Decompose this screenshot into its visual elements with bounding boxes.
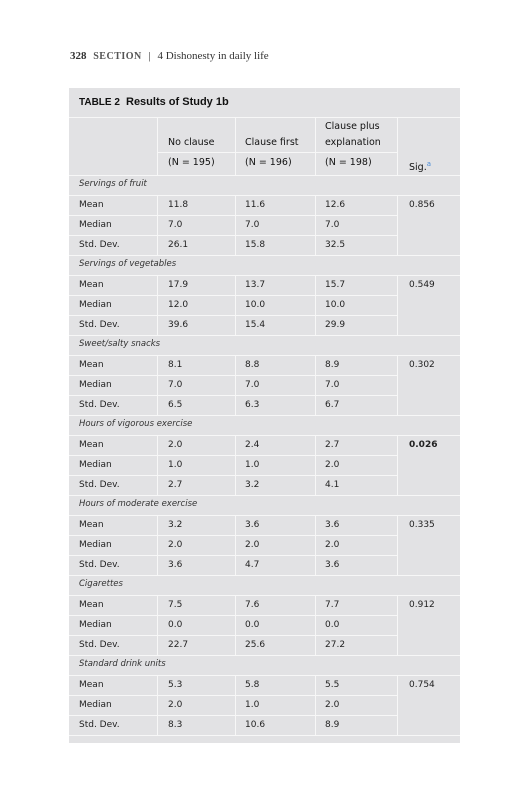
row-divider [69,535,397,536]
sig-value: 0.026 [409,440,438,450]
column-header-line1: Clause plus [325,121,380,132]
table-cell: 29.9 [325,320,346,330]
row-divider [69,635,397,636]
column-divider [315,117,316,175]
sig-value: 0.335 [409,520,435,530]
table-cell: 17.9 [168,280,189,290]
column-divider [157,515,158,575]
table-cell: 3.6 [325,560,340,570]
column-divider [157,435,158,495]
row-divider [69,675,460,676]
column-divider [397,275,398,335]
table-cell: 15.7 [325,280,346,290]
table-cell: 0.0 [325,620,340,630]
group-title: Servings of fruit [79,179,147,189]
table-cell: 6.3 [245,400,260,410]
table-cell: 6.7 [325,400,340,410]
column-divider [315,675,316,735]
stat-label: Median [79,620,112,630]
stat-label: Std. Dev. [79,480,120,490]
row-divider [69,455,397,456]
table-cell: 32.5 [325,240,346,250]
stat-label: Mean [79,520,104,530]
row-divider [69,315,397,316]
column-divider [157,195,158,255]
column-divider [397,355,398,415]
row-divider [69,295,397,296]
stat-label: Std. Dev. [79,720,120,730]
page-number: 328 [70,50,87,62]
row-divider [69,175,460,176]
section-label: SECTION [93,51,142,62]
column-divider [397,595,398,655]
table-cell: 7.0 [325,380,340,390]
column-n: (N = 196) [245,157,292,168]
group-title: Cigarettes [79,579,123,589]
row-divider [69,215,397,216]
table-label: TABLE 2 [79,97,120,108]
table-cell: 11.8 [168,200,189,210]
column-divider [157,275,158,335]
table-cell: 3.6 [168,560,183,570]
group-title: Servings of vegetables [79,259,177,269]
table-cell: 7.0 [168,380,183,390]
column-divider [397,675,398,735]
header-subdivider [235,152,315,153]
row-divider [69,355,460,356]
column-divider [397,515,398,575]
column-header: explanation [325,137,381,148]
table-cell: 10.0 [325,300,346,310]
table-cell: 3.6 [325,520,340,530]
results-table [69,88,460,743]
row-divider [69,117,460,118]
table-cell: 0.0 [245,620,260,630]
column-header: Clause first [245,137,299,148]
table-cell: 8.9 [325,720,340,730]
column-divider [157,675,158,735]
table-cell: 15.8 [245,240,266,250]
column-divider [315,195,316,255]
header-subdivider [315,152,397,153]
table-cell: 12.6 [325,200,346,210]
column-divider [235,435,236,495]
column-divider [235,515,236,575]
table-cell: 8.8 [245,360,260,370]
table-cell: 2.0 [245,540,260,550]
row-divider [69,715,397,716]
row-divider [69,515,460,516]
row-divider [69,655,460,656]
column-n: (N = 195) [168,157,215,168]
table-cell: 2.0 [168,700,183,710]
table-cell: 0.0 [168,620,183,630]
column-divider [157,117,158,175]
stat-label: Mean [79,360,104,370]
column-divider [397,195,398,255]
table-cell: 2.7 [325,440,340,450]
stat-label: Mean [79,280,104,290]
stat-label: Median [79,380,112,390]
stat-label: Std. Dev. [79,240,120,250]
table-cell: 1.0 [168,460,183,470]
running-head [70,50,269,62]
column-divider [235,595,236,655]
sig-value: 0.912 [409,600,435,610]
table-cell: 3.6 [245,520,260,530]
stat-label: Median [79,700,112,710]
table-cell: 7.0 [168,220,183,230]
table-cell: 25.6 [245,640,266,650]
stat-label: Median [79,300,112,310]
table-cell: 4.7 [245,560,260,570]
column-divider [315,275,316,335]
table-cell: 2.0 [325,700,340,710]
column-divider [235,355,236,415]
table-cell: 8.1 [168,360,183,370]
table-cell: 3.2 [168,520,183,530]
row-divider [69,275,460,276]
column-divider [397,435,398,495]
column-divider [315,435,316,495]
table-cell: 6.5 [168,400,183,410]
row-divider [69,415,460,416]
stat-label: Mean [79,600,104,610]
column-divider [235,675,236,735]
row-divider [69,555,397,556]
column-divider [157,355,158,415]
table-cell: 2.7 [168,480,183,490]
column-divider [315,515,316,575]
row-divider [69,735,460,736]
table-cell: 4.1 [325,480,340,490]
row-divider [69,435,460,436]
stat-label: Median [79,540,112,550]
table-cell: 22.7 [168,640,189,650]
table-cell: 7.0 [325,220,340,230]
sig-value: 0.302 [409,360,435,370]
column-divider [235,275,236,335]
table-cell: 7.5 [168,600,183,610]
row-divider [69,235,397,236]
table-cell: 7.7 [325,600,340,610]
row-divider [69,695,397,696]
row-divider [69,395,397,396]
header-subdivider [157,152,235,153]
row-divider [69,495,460,496]
table-cell: 3.2 [245,480,260,490]
row-divider [69,255,460,256]
group-title: Hours of moderate exercise [79,499,198,509]
stat-label: Mean [79,440,104,450]
table-caption: Results of Study 1b [126,96,229,108]
table-cell: 10.0 [245,300,266,310]
row-divider [69,375,397,376]
table-cell: 5.8 [245,680,260,690]
table-cell: 1.0 [245,460,260,470]
column-n: (N = 198) [325,157,372,168]
column-divider [315,595,316,655]
group-title: Sweet/salty snacks [79,339,161,349]
sig-footnote-marker: a [426,160,432,168]
table-cell: 15.4 [245,320,266,330]
group-title: Standard drink units [79,659,166,669]
column-header: No clause [168,137,215,148]
sig-header: Sig.$^a$ [409,160,432,174]
stat-label: Std. Dev. [79,400,120,410]
sig-value: 0.856 [409,200,435,210]
row-divider [69,195,460,196]
group-title: Hours of vigorous exercise [79,419,193,429]
table-cell: 39.6 [168,320,189,330]
table-cell: 2.0 [325,540,340,550]
table-title [79,96,229,108]
table-cell: 2.0 [325,460,340,470]
table-cell: 2.0 [168,440,183,450]
table-cell: 7.0 [245,380,260,390]
stat-label: Mean [79,680,104,690]
column-divider [235,195,236,255]
table-cell: 11.6 [245,200,266,210]
sig-value: 0.549 [409,280,435,290]
table-cell: 1.0 [245,700,260,710]
stat-label: Median [79,220,112,230]
table-cell: 5.3 [168,680,183,690]
table-cell: 2.0 [168,540,183,550]
table-cell: 7.0 [245,220,260,230]
running-head-separator: | [148,50,151,62]
stat-label: Median [79,460,112,470]
table-cell: 13.7 [245,280,266,290]
row-divider [69,335,460,336]
table-cell: 8.9 [325,360,340,370]
table-cell: 27.2 [325,640,346,650]
chapter-title: 4 Dishonesty in daily life [157,50,269,62]
row-divider [69,475,397,476]
table-cell: 12.0 [168,300,189,310]
table-cell: 8.3 [168,720,183,730]
table-cell: 7.6 [245,600,260,610]
stat-label: Std. Dev. [79,560,120,570]
row-divider [69,595,460,596]
sig-value: 0.754 [409,680,435,690]
column-divider [315,355,316,415]
table-cell: 10.6 [245,720,266,730]
row-divider [69,615,397,616]
stat-label: Std. Dev. [79,640,120,650]
column-divider [157,595,158,655]
column-divider [397,117,398,175]
stat-label: Mean [79,200,104,210]
row-divider [69,575,460,576]
stat-label: Std. Dev. [79,320,120,330]
table-cell: 5.5 [325,680,340,690]
table-cell: 2.4 [245,440,260,450]
column-divider [235,117,236,175]
table-cell: 26.1 [168,240,189,250]
